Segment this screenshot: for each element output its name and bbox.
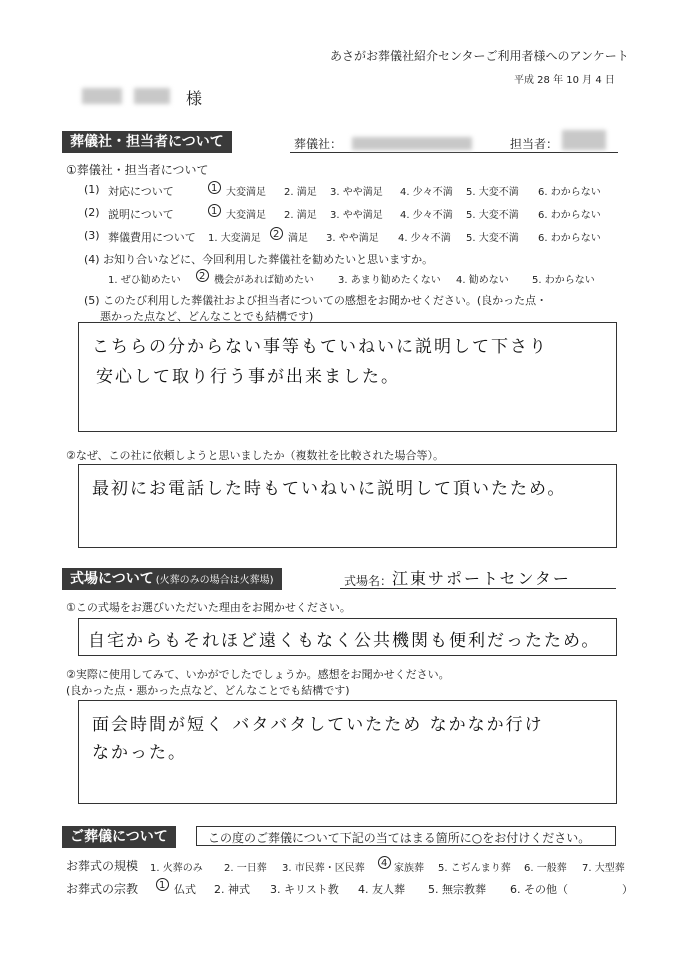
section-venue-heading bbox=[62, 568, 282, 590]
scale-label: お葬式の規模 bbox=[66, 859, 139, 873]
religion-opt6: 6. その他（ bbox=[510, 883, 568, 896]
religion-opt2: 2. 神式 bbox=[214, 883, 250, 896]
q4-text: (4) お知り合いなどに、今回利用した葬儀社を勧めたいと思いますか。 bbox=[84, 253, 434, 266]
row1-opt3: 3. やや満足 bbox=[330, 187, 383, 198]
scale-opt7: 7. 大型葬 bbox=[582, 863, 625, 874]
row3-circled: 2 bbox=[273, 229, 280, 240]
row3-opt2: 満足 bbox=[288, 233, 308, 244]
row2-label: 説明について bbox=[108, 208, 174, 221]
redacted-name-1 bbox=[82, 88, 122, 104]
q1-title: ①葬儀社・担当者について bbox=[66, 163, 209, 177]
scale-opt1: 1. 火葬のみ bbox=[150, 863, 203, 874]
scale-opt2: 2. 一日葬 bbox=[224, 863, 267, 874]
religion-opt1: 仏式 bbox=[174, 883, 196, 896]
row1-label: 対応について bbox=[108, 185, 174, 198]
religion-label: お葬式の宗教 bbox=[66, 882, 139, 896]
venue-name: 江東サポートセンター bbox=[392, 569, 571, 588]
company-label: 葬儀社： bbox=[294, 137, 343, 151]
venue-heading-text: 式場について bbox=[70, 571, 154, 587]
q5-line2: 悪かった点など、どんなことでも結構です) bbox=[100, 310, 314, 323]
venue-heading-sub: (火葬のみの場合は火葬場) bbox=[155, 575, 274, 586]
row1-opt4: 4. 少々不満 bbox=[400, 187, 453, 198]
row2-opt3: 3. やや満足 bbox=[330, 210, 383, 221]
row2-opt4: 4. 少々不満 bbox=[400, 210, 453, 221]
row1-opt1: 大変満足 bbox=[226, 187, 266, 198]
row3-opt3: 3. やや満足 bbox=[326, 233, 379, 244]
q2-text: ②なぜ、この社に依頼しようと思いましたか（複数社を比較された場合等）。 bbox=[66, 449, 445, 462]
scale-opt3: 3. 市民葬・区民葬 bbox=[282, 863, 365, 874]
section-funeral-company-heading: 葬儀社・担当者について bbox=[62, 131, 232, 153]
company-underline bbox=[290, 152, 618, 153]
survey-title: あさがお葬儀社紹介センターご利用者様へのアンケート bbox=[330, 49, 629, 63]
row1-opt5: 5. 大変不満 bbox=[466, 187, 519, 198]
redacted-staff bbox=[562, 130, 606, 150]
redacted-company bbox=[352, 137, 472, 150]
row2-num: (2) bbox=[84, 206, 100, 219]
scale-opt4: 家族葬 bbox=[394, 863, 424, 874]
row2-opt1: 大変満足 bbox=[226, 210, 266, 221]
religion-circled: 1 bbox=[159, 880, 166, 891]
scale-opt5: 5. こぢんまり葬 bbox=[438, 863, 511, 874]
venue-q1-text: ①この式場をお選びいただいた理由をお聞かせください。 bbox=[66, 601, 351, 614]
answer2-text: 最初にお電話した時もていねいに説明して頂いたため。 bbox=[92, 479, 567, 499]
q4-opt2: 機会があれば勧めたい bbox=[214, 275, 314, 286]
survey-date: 平成 28 年 10 月 4 日 bbox=[514, 75, 615, 86]
row3-opt5: 5. 大変不満 bbox=[466, 233, 519, 244]
q4-opt5: 5. わからない bbox=[532, 275, 595, 286]
row3-opt4: 4. 少々不満 bbox=[398, 233, 451, 244]
q4-circled: 2 bbox=[199, 271, 206, 282]
venue-q2-line2: (良かった点・悪かった点など、どんなことでも結構です) bbox=[66, 684, 350, 697]
venue-answer1: 自宅からもそれほど遠くもなく公共機関も便利だったため。 bbox=[88, 631, 601, 651]
row2-opt5: 5. 大変不満 bbox=[466, 210, 519, 221]
row3-label: 葬儀費用について bbox=[108, 231, 196, 244]
q4-opt3: 3. あまり勧めたくない bbox=[338, 275, 441, 286]
row1-circled: 1 bbox=[211, 183, 218, 194]
instruction-text: この度のご葬儀について下記の当てはまる箇所に○をお付けください。 bbox=[208, 831, 591, 845]
religion-opt3: 3. キリスト教 bbox=[270, 883, 339, 896]
scale-opt6: 6. 一般葬 bbox=[524, 863, 567, 874]
row1-num: (1) bbox=[84, 183, 100, 196]
venue-label: 式場名： bbox=[344, 574, 393, 588]
answer5-line1: こちらの分からない事等もていねいに説明して下さり bbox=[92, 337, 548, 357]
row3-num: (3) bbox=[84, 229, 100, 242]
scale-circled: 4 bbox=[381, 858, 388, 869]
staff-label: 担当者： bbox=[510, 137, 559, 151]
row2-circled: 1 bbox=[211, 206, 218, 217]
venue-answer2-line1: 面会時間が短く バタバタしていたため なかなか行け bbox=[92, 715, 544, 735]
q4-opt4: 4. 勧めない bbox=[456, 275, 509, 286]
venue-q2-line1: ②実際に使用してみて、いかがでしたでしょうか。感想をお聞かせください。 bbox=[66, 668, 450, 681]
religion-opt4: 4. 友人葬 bbox=[358, 883, 405, 896]
row2-opt6: 6. わからない bbox=[538, 210, 601, 221]
section-funeral-heading: ご葬儀について bbox=[62, 826, 176, 848]
q5-line1: (5) このたび利用した葬儀社および担当者についての感想をお聞かせください。(良かった点・ bbox=[84, 294, 548, 307]
religion-opt5: 5. 無宗教葬 bbox=[428, 883, 486, 896]
row3-opt6: 6. わからない bbox=[538, 233, 601, 244]
row1-opt6: 6. わからない bbox=[538, 187, 601, 198]
religion-opt6-close: ） bbox=[622, 883, 633, 896]
honorific: 様 bbox=[186, 89, 203, 108]
redacted-name-2 bbox=[134, 88, 170, 104]
row3-opt1: 1. 大変満足 bbox=[208, 233, 261, 244]
answer5-line2: 安心して取り行う事が出来ました。 bbox=[96, 367, 400, 387]
row2-opt2: 2. 満足 bbox=[284, 210, 317, 221]
q4-opt1: 1. ぜひ勧めたい bbox=[108, 275, 181, 286]
row1-opt2: 2. 満足 bbox=[284, 187, 317, 198]
venue-answer2-line2: なかった。 bbox=[92, 743, 187, 763]
